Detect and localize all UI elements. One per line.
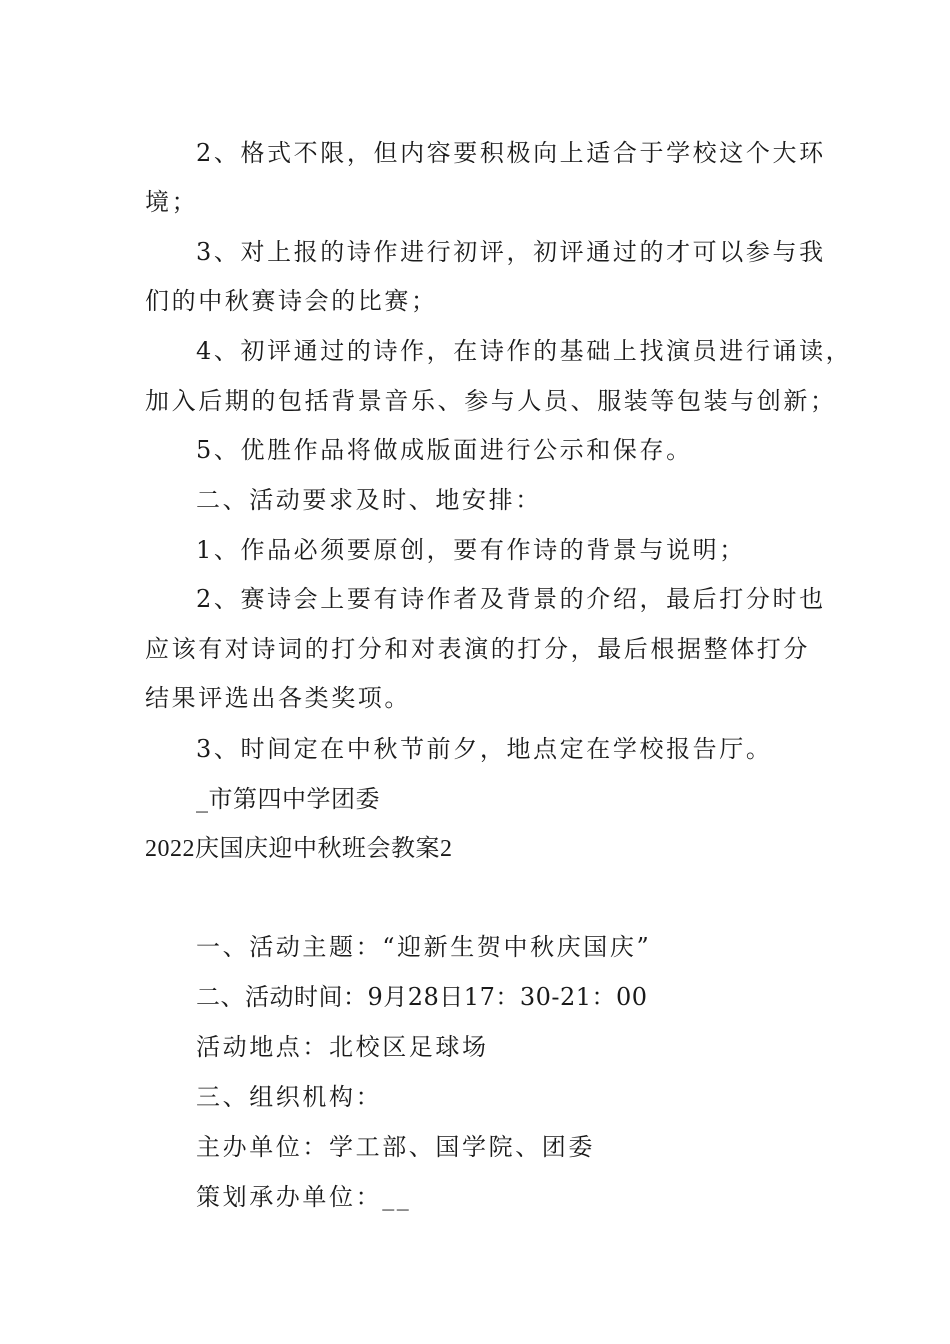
signature-line: _市第四中学团委 — [196, 785, 380, 813]
paragraph-line: 4、初评通过的诗作，在诗作的基础上找演员进行诵读， — [196, 337, 853, 365]
document-title: 2022庆国庆迎中秋班会教案2 — [145, 836, 453, 862]
section-heading: 二、活动要求及时、地安排： — [196, 486, 542, 514]
paragraph-line: 结果评选出各类奖项。 — [145, 684, 411, 712]
section-heading: 一、活动主题：“迎新生贺中秋庆国庆” — [196, 933, 652, 961]
paragraph-line: 3、对上报的诗作进行初评，初评通过的才可以参与我 — [196, 238, 826, 266]
paragraph-line: 加入后期的包括背景音乐、参与人员、服装等包装与创新； — [145, 387, 837, 415]
paragraph-line: 5、优胜作品将做成版面进行公示和保存。 — [196, 436, 693, 464]
paragraph-line: 1、作品必须要原创，要有作诗的背景与说明； — [196, 536, 746, 564]
paragraph-line: 2、赛诗会上要有诗作者及背景的介绍，最后打分时也 — [196, 585, 826, 613]
paragraph-line: 境； — [145, 188, 199, 216]
paragraph-line: 主办单位：学工部、国学院、团委 — [196, 1133, 595, 1161]
paragraph-line: 活动地点：北校区足球场 — [196, 1033, 489, 1061]
section-heading: 二、活动时间：9月28日17：30-21：00 — [196, 983, 648, 1011]
paragraph-line: 们的中秋赛诗会的比赛； — [145, 287, 438, 315]
section-heading: 三、组织机构： — [196, 1083, 383, 1111]
paragraph-line: 策划承办单位：__ — [196, 1183, 412, 1211]
paragraph-line: 3、时间定在中秋节前夕，地点定在学校报告厅。 — [196, 735, 773, 763]
paragraph-line: 应该有对诗词的打分和对表演的打分，最后根据整体打分 — [145, 635, 810, 663]
paragraph-line: 2、格式不限，但内容要积极向上适合于学校这个大环 — [196, 139, 826, 167]
